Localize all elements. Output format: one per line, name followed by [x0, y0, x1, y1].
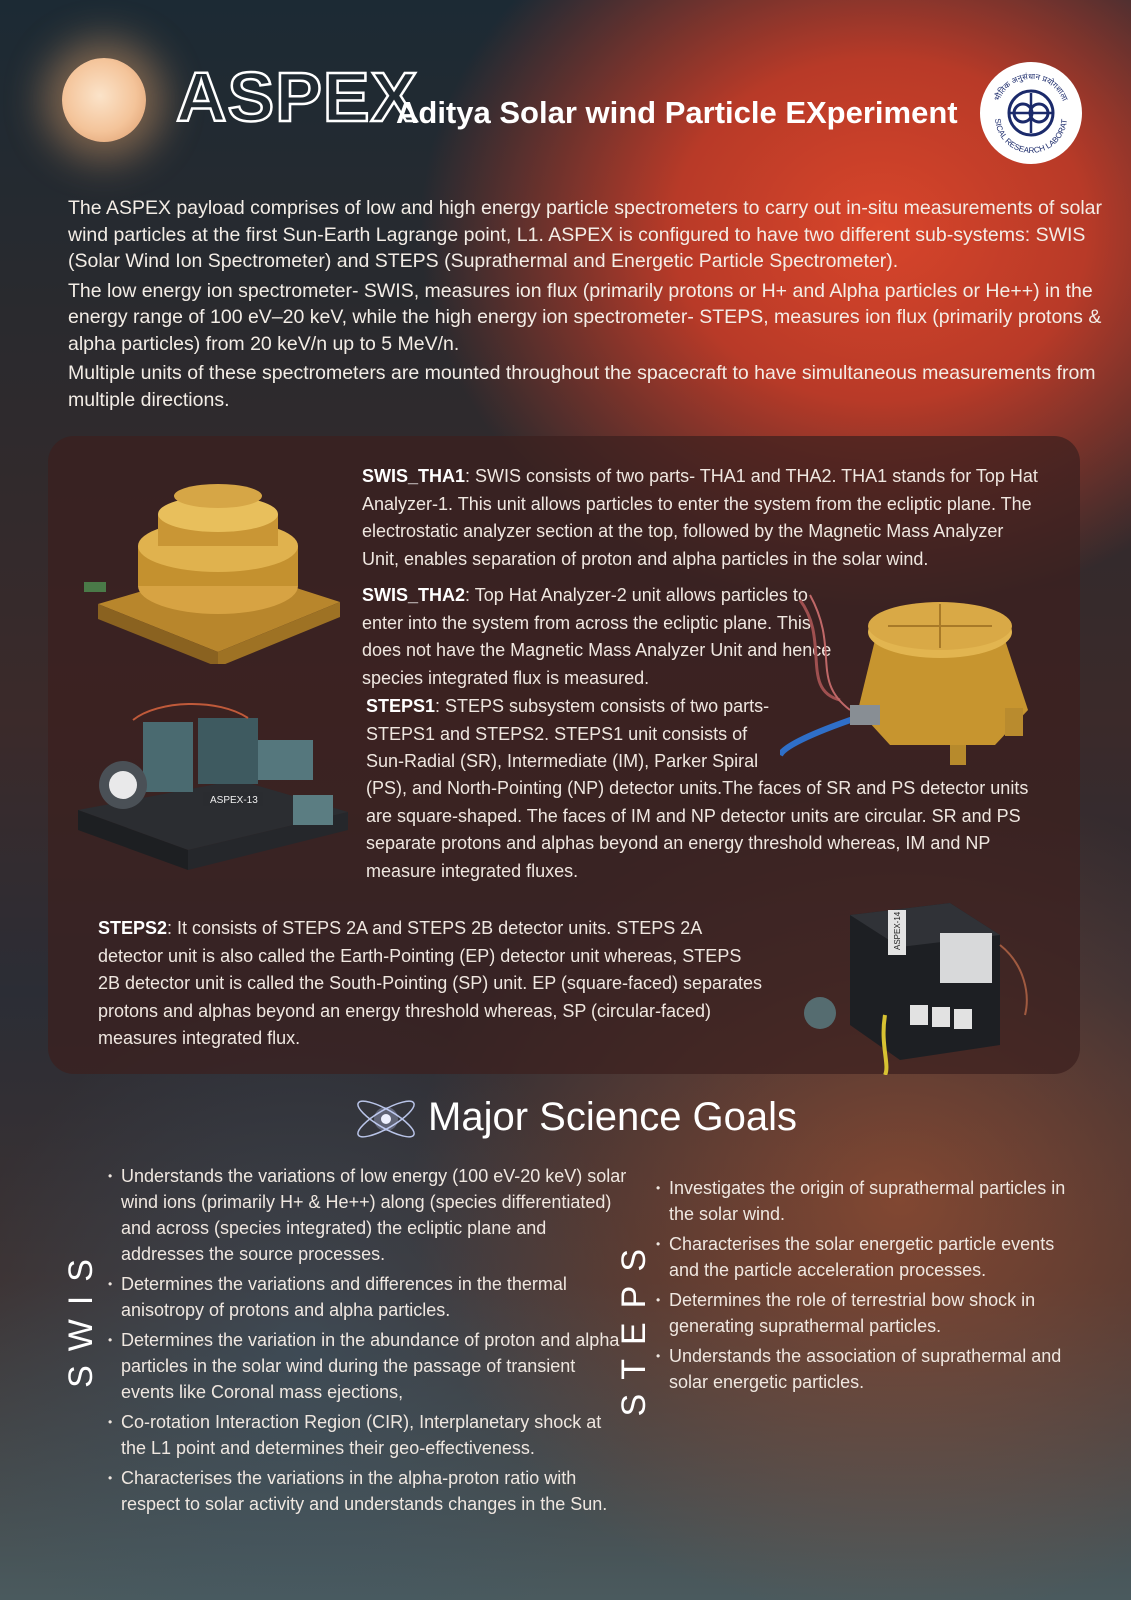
- tha1-description: [362, 463, 1042, 573]
- logo-text-top: भौतिक अनुसंधान प्रयोगशाला: [992, 71, 1070, 103]
- steps2-description: [98, 915, 768, 1053]
- steps1-image: [78, 700, 353, 878]
- atom-icon: [350, 1090, 422, 1148]
- swis-tha1-image: [78, 474, 348, 664]
- tha1-label: SWIS_THA1: [362, 466, 466, 486]
- steps-goal-item: • Characterises the solar energetic particle events and the particle acceleration processes.: [656, 1231, 1076, 1283]
- steps-goals-list: [656, 1175, 1076, 1399]
- steps1-description-a: [366, 693, 786, 776]
- steps-vertical-label: STEPS: [615, 1235, 653, 1417]
- logo-text-bottom: SICAL RESEARCH LABORAT: [992, 117, 1069, 156]
- intro-paragraph-1: The ASPEX payload comprises of low and high energy particle spectrometers to carry out in-situ measurements of solar wind particles at the first Sun-Earth Lagrange point, L1. ASPEX is configured to have two different sub-systems: SWIS (Solar Wind Ion Spectrometer) and STEPS (Suprathermal and Energetic Particle Spectrometer).: [68, 197, 1102, 272]
- steps1-unit-label: ASPEX-13: [210, 795, 258, 806]
- steps1-text-b: (PS), and North-Pointing (NP) detector units.The faces of SR and PS detector units are square-shaped. The faces of IM and NP detector units are circular. SR and PS separate protons and alphas beyond an energy threshold whereas, IM and NP measure integrated fluxes.: [366, 778, 1029, 881]
- tha2-description: [362, 582, 832, 692]
- steps-goal-item: • Investigates the origin of suprathermal particles in the solar wind.: [656, 1175, 1076, 1227]
- steps2-text: : It consists of STEPS 2A and STEPS 2B detector units. STEPS 2A detector unit is also called the Earth-Pointing (EP) detector unit whereas, STEPS 2B detector unit is called the South-Pointing (SP) unit. EP (square-faced) separates protons and alphas beyond an energy threshold whereas, SP (circular-faced) measures integrated flux.: [98, 918, 763, 1048]
- steps2-label: STEPS2: [98, 918, 168, 938]
- intro-paragraph-3: Multiple units of these spectrometers are mounted throughout the spacecraft to have simultaneous measurements from multiple directions.: [68, 362, 1096, 411]
- steps-goal-item: • Determines the role of terrestrial bow shock in generating suprathermal particles.: [656, 1287, 1076, 1339]
- swis-goal-item: • Understands the variations of low energy (100 eV-20 keV) solar wind ions (primarily H+ & He++) along (species differentiated) and across (species integrated) the ecliptic plane and addresses the source processes.: [108, 1163, 628, 1267]
- intro-text: [68, 195, 1108, 416]
- steps1-text-a: : STEPS subsystem consists of two parts- STEPS1 and STEPS2. STEPS1 unit consists of Sun-Radial (SR), Intermediate (IM), Parker Spiral: [366, 696, 770, 771]
- goals-title: Major Science Goals: [428, 1095, 798, 1139]
- page-title: ASPEX: [176, 58, 419, 136]
- page-subtitle: Aditya Solar wind Particle EXperiment: [396, 95, 958, 130]
- steps1-label: STEPS1: [366, 696, 436, 716]
- swis-goal-item: • Characterises the variations in the alpha-proton ratio with respect to solar activity and understands changes in the Sun.: [108, 1465, 628, 1517]
- tha2-text: : Top Hat Analyzer-2 unit allows particles to enter into the system from across the ecliptic plane. This does not have the Magnetic Mass Analyzer Unit and hence species integrated flux is measured.: [362, 585, 832, 688]
- prl-logo: [980, 62, 1082, 164]
- swis-goal-item: • Co-rotation Interaction Region (CIR), Interplanetary shock at the L1 point and determines their geo-effectiveness.: [108, 1409, 628, 1461]
- swis-vertical-label: SWIS: [62, 1245, 100, 1388]
- intro-paragraph-2: The low energy ion spectrometer- SWIS, measures ion flux (primarily protons or H+ and Alpha particles or He++) in the energy range of 100 eV–20 keV, while the high energy ion spectrometer- STEPS, measures ion flux (primarily protons & alpha particles) from 20 keV/n up to 5 MeV/n.: [68, 279, 1102, 355]
- sun-graphic: [62, 58, 146, 142]
- steps1-description-b: [366, 775, 1056, 885]
- swis-goal-item: • Determines the variation in the abundance of proton and alpha particles in the solar wind during the passage of transient events like Coronal mass ejections,: [108, 1327, 628, 1405]
- tha2-label: SWIS_THA2: [362, 585, 466, 605]
- steps-goal-item: • Understands the association of suprathermal and solar energetic particles.: [656, 1343, 1076, 1395]
- swis-tha2-image: [780, 580, 1050, 780]
- steps2-image: [790, 895, 1045, 1075]
- tha1-text: : SWIS consists of two parts- THA1 and THA2. THA1 stands for Top Hat Analyzer-1. This unit allows particles to enter the system from the ecliptic plane. The electrostatic analyzer section at the top, followed by the Magnetic Mass Analyzer Unit, enables separation of proton and alpha particles in the solar wind.: [362, 466, 1038, 569]
- swis-goals-list: [108, 1163, 628, 1521]
- swis-goal-item: • Determines the variations and differences in the thermal anisotropy of protons and alpha particles.: [108, 1271, 628, 1323]
- steps2-unit-label: ASPEX-14: [893, 911, 902, 950]
